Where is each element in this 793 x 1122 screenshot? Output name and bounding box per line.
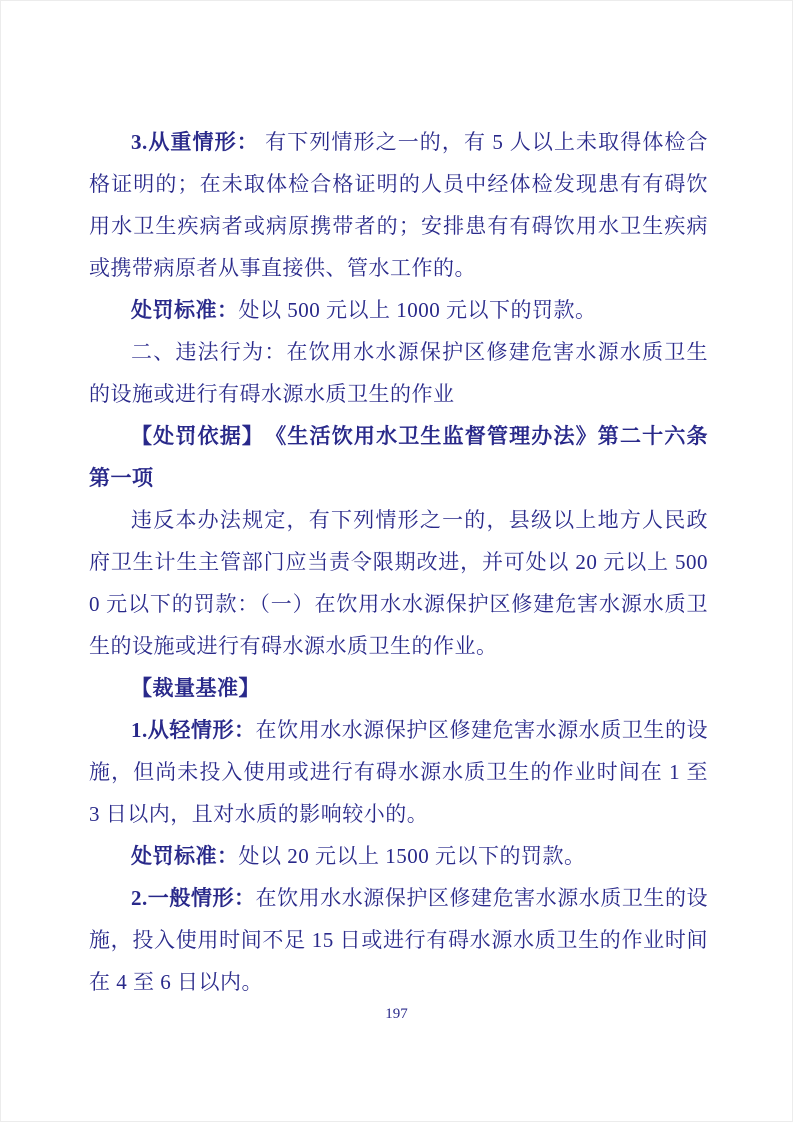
document-body (89, 121, 708, 1003)
bold-text-run: 3.从重情形： (131, 130, 259, 154)
bold-text-run: 2.一般情形： (131, 886, 256, 910)
paragraph (89, 331, 708, 415)
bold-text-run: 【处罚依据】 《生活饮用水卫生监督管理办法》第二十六条第一项 (89, 424, 708, 490)
paragraph (89, 415, 708, 499)
text-run: 二、违法行为：在饮用水水源保护区修建危害水源水质卫生的设施或进行有碍水源水质卫生的作业 (89, 340, 708, 406)
paragraph (89, 667, 708, 709)
paragraph (89, 835, 708, 877)
bold-text-run: 处罚标准： (131, 298, 239, 322)
paragraph (89, 877, 708, 1003)
paragraph (89, 709, 708, 835)
text-run: 违反本办法规定，有下列情形之一的，县级以上地方人民政府卫生计生主管部门应当责令限期改进，并可处以 20 元以上 5000 元以下的罚款：（一）在饮用水水源保护区修建危害水源水质卫生的设施或进行有碍水源水质卫生的作业。 (89, 508, 708, 658)
text-run: 有下列情形之一的，有 5 人以上未取得体检合格证明的；在未取体检合格证明的人员中经体检发现患有有碍饮用水卫生疾病者或病原携带者的；安排患有有碍饮用水卫生疾病或携带病原者从事直接供、管水工作的。 (89, 130, 709, 280)
paragraph (89, 499, 708, 667)
text-run: 处以 20 元以上 1500 元以下的罚款。 (238, 844, 586, 868)
page-number: 197 (385, 1006, 408, 1022)
paragraph (89, 289, 708, 331)
paragraph (89, 121, 708, 289)
bold-text-run: 处罚标准： (131, 844, 239, 868)
text-run: 处以 500 元以上 1000 元以下的罚款。 (238, 298, 597, 322)
bold-text-run: 1.从轻情形： (131, 718, 256, 742)
text-run: 在饮用水水源保护区修建危害水源水质卫生的设施，但尚未投入使用或进行有碍水源水质卫生的作业时间在 1 至 3 日以内，且对水质的影响较小的。 (89, 718, 709, 826)
bold-text-run: 【裁量基准】 (131, 676, 260, 700)
text-run: 在饮用水水源保护区修建危害水源水质卫生的设施，投入使用时间不足 15 日或进行有碍水源水质卫生的作业时间在 4 至 6 日以内。 (89, 886, 709, 994)
